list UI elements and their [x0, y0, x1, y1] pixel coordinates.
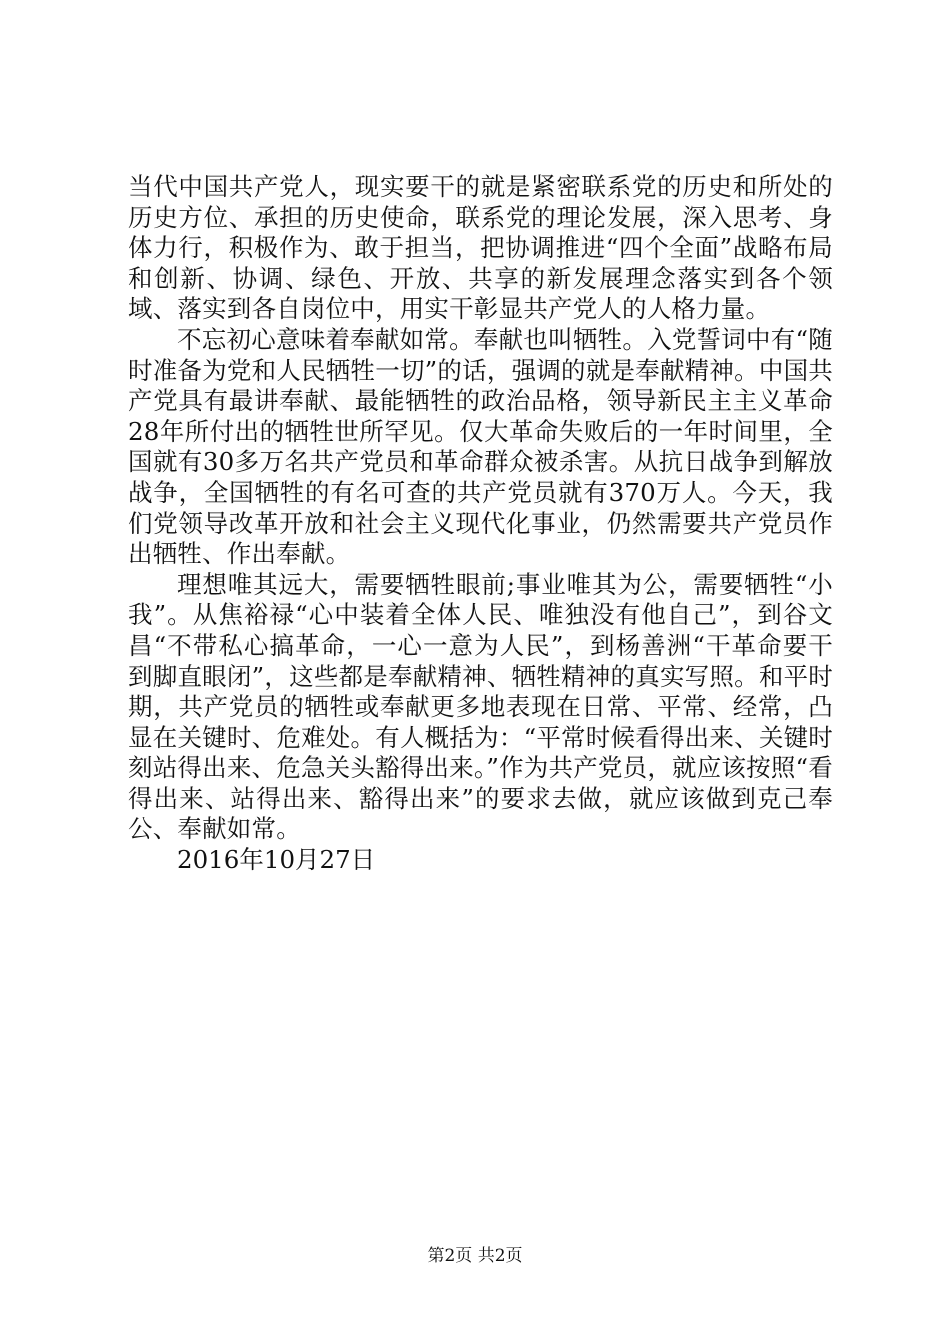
paragraph-1: 当代中国共产党人，现实要干的就是紧密联系党的历史和所处的历史方位、承担的历史使命，联系党的理论发展，深入思考、身体力行，积极作为、敢于担当，把协调推进“四个全面”战略布局和创新、协调、绿色、开放、共享的新发展理念落实到各个领域、落实到各自岗位中，用实干彰显共产党人的人格力量。: [128, 172, 833, 324]
paragraph-2: 不忘初心意味着奉献如常。奉献也叫牺牲。入党誓词中有“随时准备为党和人民牺牲一切”的话，强调的就是奉献精神。中国共产党具有最讲奉献、最能牺牲的政治品格，领导新民主主义革命28年所付出的牺牲世所罕见。仅大革命失败后的一年时间里，全国就有30多万名共产党员和革命群众被杀害。从抗日战争到解放战争，全国牺牲的有名可查的共产党员就有370万人。今天，我们党领导改革开放和社会主义现代化事业，仍然需要共产党员作出牺牲、作出奉献。: [128, 324, 833, 569]
paragraph-3: 理想唯其远大，需要牺牲眼前;事业唯其为公，需要牺牲“小我”。从焦裕禄“心中装着全体人民、唯独没有他自己”，到谷文昌“不带私心搞革命，一心一意为人民”，到杨善洲“干革命要干到脚直眼闭”，这些都是奉献精神、牺牲精神的真实写照。和平时期，共产党员的牺牲或奉献更多地表现在日常、平常、经常，凸显在关键时、危难处。有人概括为：“平常时候看得出来、关键时刻站得出来、危急关头豁得出来。”作为共产党员，就应该按照“看得出来、站得出来、豁得出来”的要求去做，就应该做到克己奉公、奉献如常。: [128, 569, 833, 844]
document-body: [128, 172, 833, 876]
document-date: 2016年10月27日: [177, 845, 376, 875]
page-number-footer: 第2页 共2页: [427, 1246, 523, 1266]
